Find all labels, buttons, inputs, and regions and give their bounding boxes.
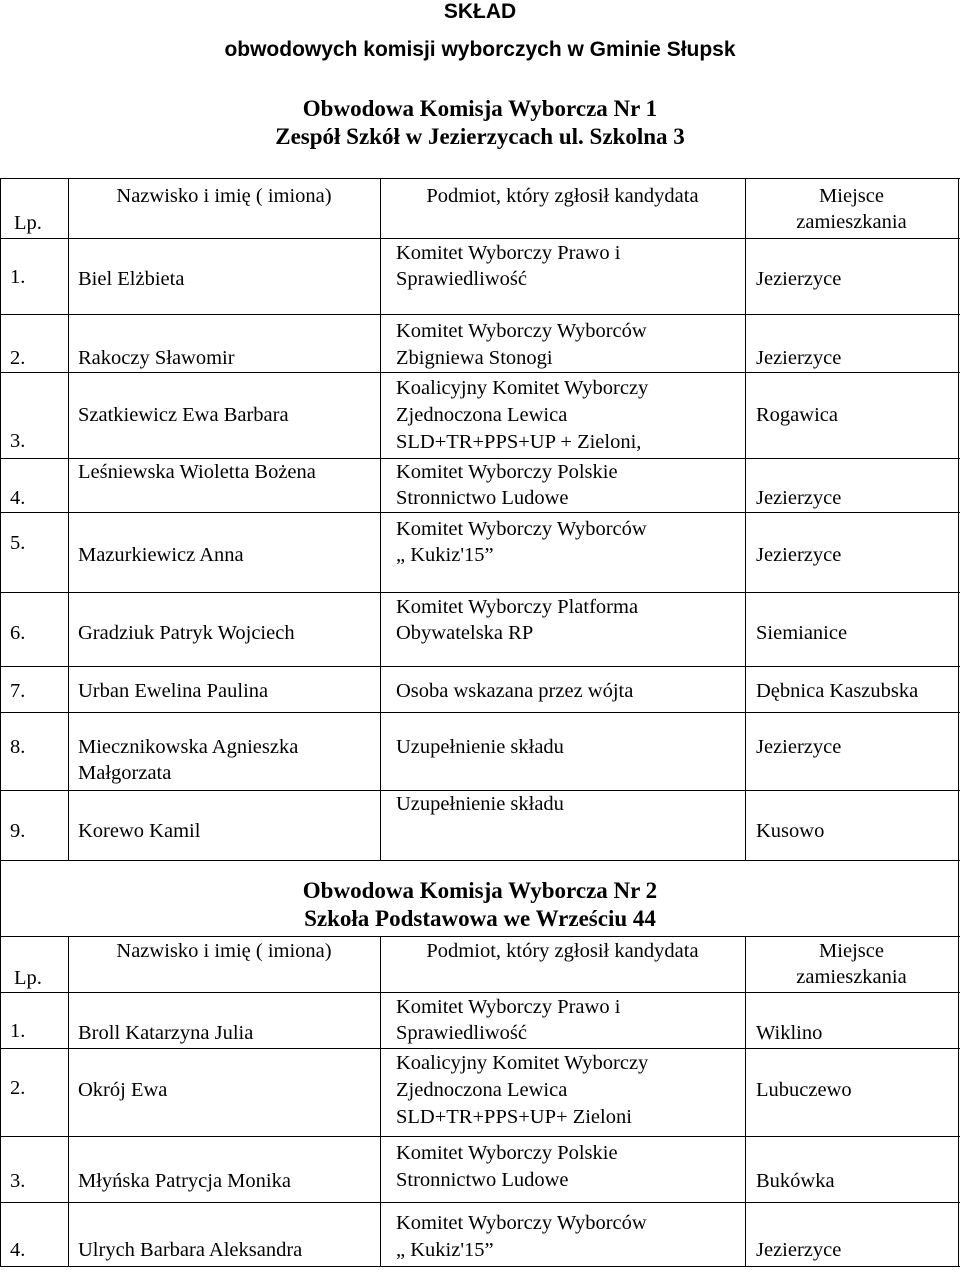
row-entity: Komitet Wyborczy Polskie	[396, 461, 618, 483]
row-lp: 6.	[10, 622, 26, 644]
row-lp: 2.	[10, 1077, 26, 1099]
row-name: Miecznikowska Agnieszka	[78, 736, 299, 758]
row-entity: Sprawiedliwość	[396, 268, 527, 290]
row-entity: Zbigniewa Stonogi	[396, 347, 553, 369]
row-place: Siemianice	[756, 622, 848, 644]
row-name: Broll Katarzyna Julia	[78, 1022, 254, 1044]
row-entity: Komitet Wyborczy Prawo i	[396, 242, 621, 264]
table-border-right	[958, 178, 959, 1266]
column-divider	[68, 936, 69, 1266]
row-lp: 8.	[10, 736, 26, 758]
row-lp: 4.	[10, 487, 26, 509]
row-lp: 3.	[10, 430, 26, 452]
row-place: Dębnica Kaszubska	[756, 680, 919, 702]
row-name: Młyńska Patrycja Monika	[78, 1170, 291, 1192]
row-entity: Uzupełnienie składu	[396, 736, 564, 758]
document-title: SKŁAD	[443, 0, 517, 23]
table-border-left	[0, 178, 1, 1266]
row-divider	[0, 1048, 960, 1049]
row-divider	[0, 372, 960, 373]
row-place: Jezierzyce	[756, 268, 842, 290]
row-lp: 1.	[10, 266, 26, 288]
row-place: Rogawica	[756, 404, 838, 426]
row-divider	[0, 1136, 960, 1137]
row-divider	[0, 860, 960, 861]
row-divider	[0, 238, 960, 239]
row-divider	[0, 666, 960, 667]
row-lp: 3.	[10, 1170, 26, 1192]
row-place: Jezierzyce	[756, 487, 842, 509]
commission1-address: Zespół Szkół w Jezierzycach ul. Szkolna 3	[275, 124, 685, 149]
row-entity: „ Kukiz'15”	[396, 544, 494, 566]
row-entity: Koalicyjny Komitet Wyborczy	[396, 377, 649, 399]
row-entity: Sprawiedliwość	[396, 1022, 527, 1044]
document-subtitle: obwodowych komisji wyborczych w Gminie Słupsk	[224, 38, 736, 61]
row-entity: Komitet Wyborczy Wyborców	[396, 1212, 647, 1234]
column-divider	[380, 936, 381, 1266]
table-border-top	[0, 178, 960, 179]
row-divider	[0, 712, 960, 713]
header-place-line2: zamieszkania	[796, 211, 907, 233]
row-lp: 1.	[10, 1020, 26, 1042]
row-entity: Komitet Wyborczy Wyborców	[396, 320, 647, 342]
row-name: Korewo Kamil	[78, 820, 201, 842]
row-name: Małgorzata	[78, 762, 172, 784]
row-name: Ulrych Barbara Aleksandra	[78, 1239, 303, 1261]
row-place: Wiklino	[756, 1022, 823, 1044]
row-lp: 4.	[10, 1239, 26, 1261]
commission2-address: Szkoła Podstawowa we Wrześciu 44	[304, 906, 656, 931]
row-lp: 2.	[10, 347, 26, 369]
row-entity: Zjednoczona Lewica	[396, 1079, 568, 1101]
column-divider	[380, 178, 381, 860]
row-divider	[0, 512, 960, 513]
header-name: Nazwisko i imię ( imiona)	[116, 185, 332, 207]
row-entity: SLD+TR+PPS+UP+ Zieloni	[396, 1106, 632, 1128]
header-lp: Lp.	[14, 967, 42, 989]
row-entity: Koalicyjny Komitet Wyborczy	[396, 1052, 649, 1074]
commission2-title: Obwodowa Komisja Wyborcza Nr 2	[302, 878, 658, 903]
header-lp: Lp.	[14, 212, 42, 234]
column-divider	[68, 178, 69, 860]
row-lp: 9.	[10, 820, 26, 842]
table-border-bottom	[0, 1266, 960, 1267]
row-entity: Komitet Wyborczy Platforma	[396, 596, 639, 618]
row-divider	[0, 592, 960, 593]
row-place: Jezierzyce	[756, 736, 842, 758]
header-place-line1: Miejsce	[819, 185, 884, 207]
row-name: Urban Ewelina Paulina	[78, 680, 269, 702]
row-entity: Obywatelska RP	[396, 622, 534, 644]
header-place-line1: Miejsce	[819, 940, 884, 962]
row-place: Kusowo	[756, 820, 825, 842]
row-place: Jezierzyce	[756, 347, 842, 369]
row-entity: „ Kukiz'15”	[396, 1239, 494, 1261]
row-lp: 5.	[10, 532, 26, 554]
row-name: Szatkiewicz Ewa Barbara	[78, 404, 289, 426]
row-entity: Zjednoczona Lewica	[396, 404, 568, 426]
row-place: Bukówka	[756, 1170, 835, 1192]
row-divider	[0, 936, 960, 937]
row-entity: Stronnictwo Ludowe	[396, 1169, 569, 1191]
row-entity: Uzupełnienie składu	[396, 793, 564, 815]
row-entity: Komitet Wyborczy Polskie	[396, 1142, 618, 1164]
header-name: Nazwisko i imię ( imiona)	[116, 940, 332, 962]
row-entity: Stronnictwo Ludowe	[396, 487, 569, 509]
row-entity: SLD+TR+PPS+UP + Zieloni,	[396, 431, 642, 453]
column-divider	[745, 178, 746, 860]
commission1-title: Obwodowa Komisja Wyborcza Nr 1	[302, 96, 658, 121]
row-name: Okrój Ewa	[78, 1079, 168, 1101]
row-lp: 7.	[10, 680, 26, 702]
row-entity: Osoba wskazana przez wójta	[396, 680, 634, 702]
row-divider	[0, 314, 960, 315]
row-place: Jezierzyce	[756, 544, 842, 566]
header-entity: Podmiot, który zgłosił kandydata	[426, 940, 699, 962]
row-divider	[0, 1202, 960, 1203]
row-place: Jezierzyce	[756, 1239, 842, 1261]
row-name: Gradziuk Patryk Wojciech	[78, 622, 295, 644]
row-name: Mazurkiewicz Anna	[78, 544, 244, 566]
header-place-line2: zamieszkania	[796, 966, 907, 988]
row-name: Leśniewska Wioletta Bożena	[78, 461, 316, 483]
row-place: Lubuczewo	[756, 1079, 852, 1101]
row-divider	[0, 992, 960, 993]
row-entity: Komitet Wyborczy Wyborców	[396, 518, 647, 540]
row-name: Rakoczy Sławomir	[78, 347, 235, 369]
row-entity: Komitet Wyborczy Prawo i	[396, 996, 621, 1018]
header-entity: Podmiot, który zgłosił kandydata	[426, 185, 699, 207]
row-name: Biel Elżbieta	[78, 268, 185, 290]
